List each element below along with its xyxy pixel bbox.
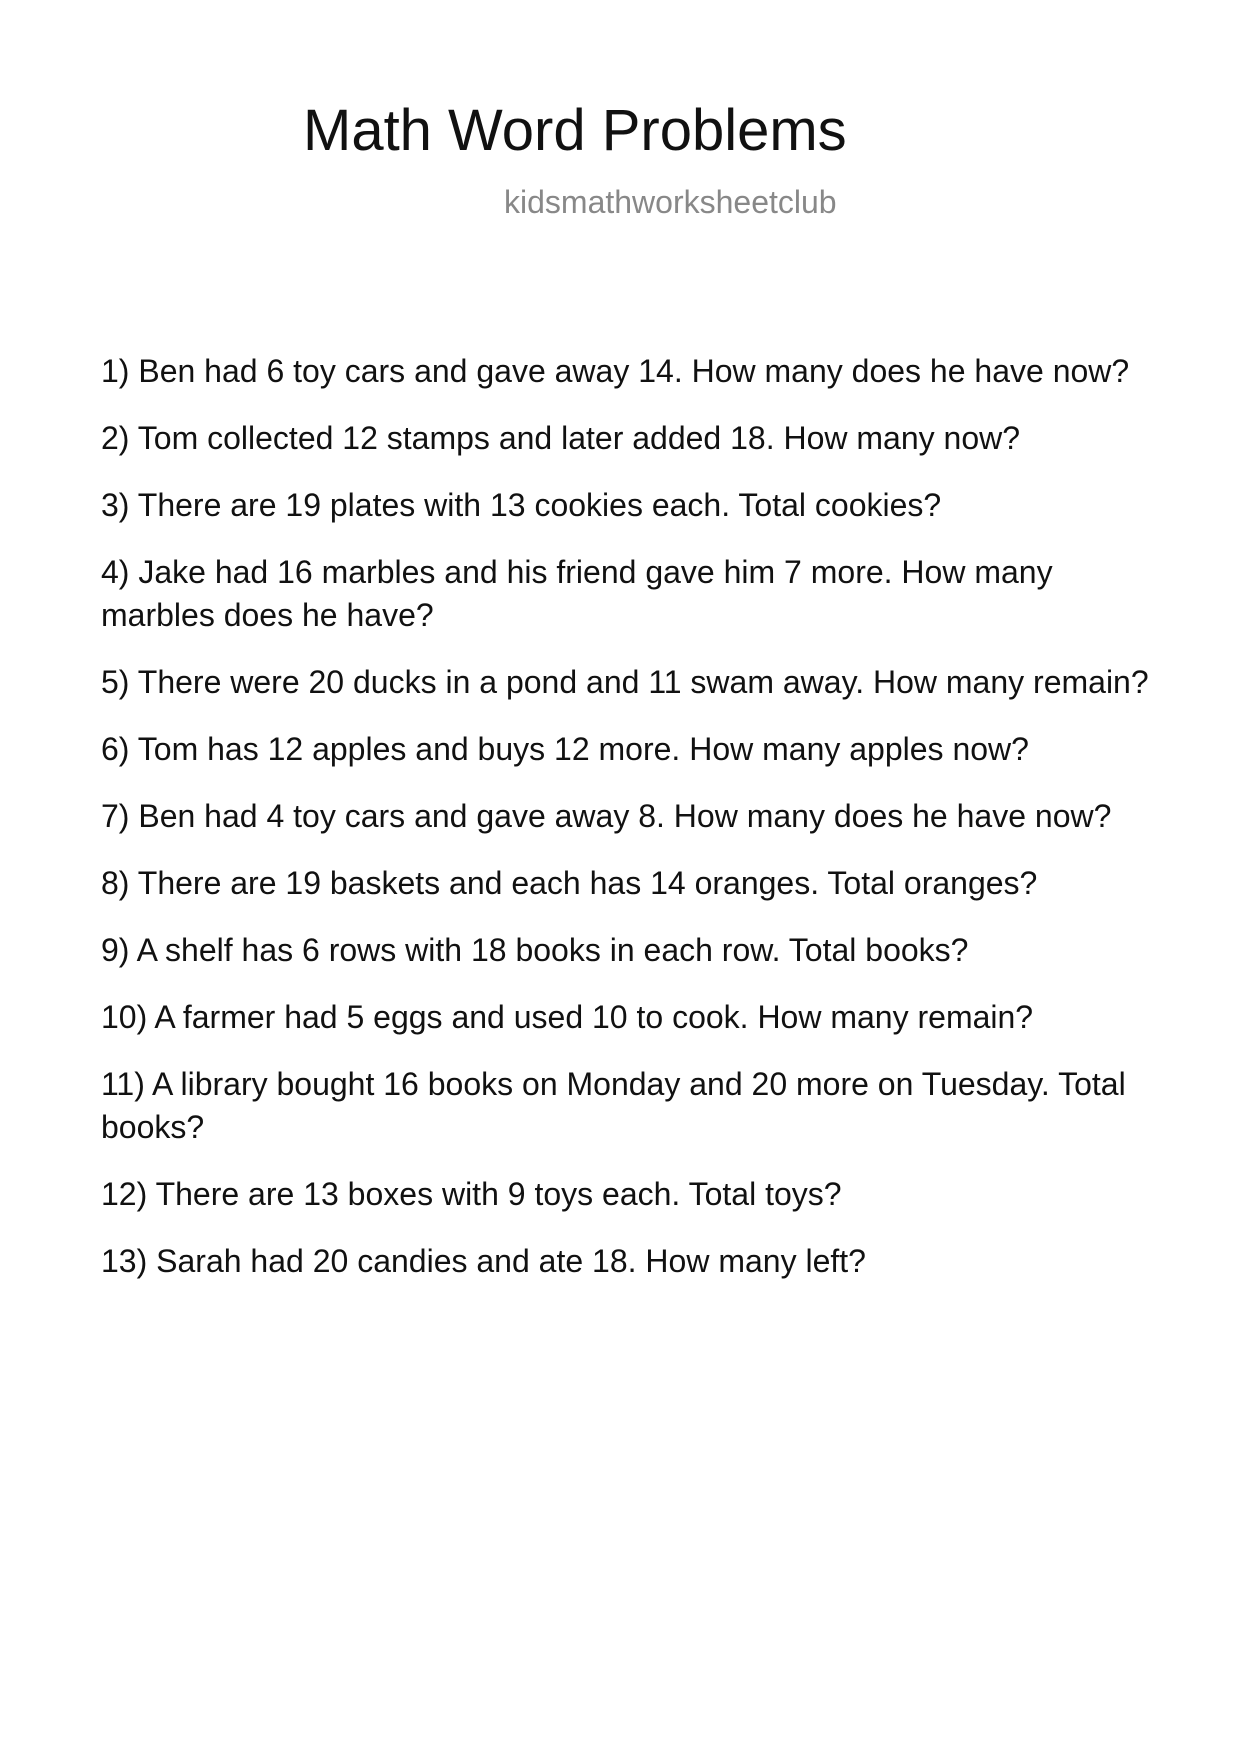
problem-item: 7) Ben had 4 toy cars and gave away 8. How many does he have now? bbox=[101, 798, 1112, 834]
problem-item: 5) There were 20 ducks in a pond and 11 swam away. How many remain? bbox=[101, 664, 1149, 700]
problem-item: 8) There are 19 baskets and each has 14 oranges. Total oranges? bbox=[101, 865, 1038, 901]
problem-item: 10) A farmer had 5 eggs and used 10 to cook. How many remain? bbox=[101, 999, 1034, 1035]
problem-item: 3) There are 19 plates with 13 cookies each. Total cookies? bbox=[101, 487, 942, 523]
problem-item: 12) There are 13 boxes with 9 toys each. Total toys? bbox=[101, 1176, 842, 1212]
page-subtitle: kidsmathworksheetclub bbox=[504, 184, 837, 220]
problem-item: 2) Tom collected 12 stamps and later added 18. How many now? bbox=[101, 420, 1021, 456]
problem-item: 9) A shelf has 6 rows with 18 books in each row. Total books? bbox=[101, 932, 969, 968]
problem-item: 4) Jake had 16 marbles and his friend gave him 7 more. How many marbles does he have? bbox=[101, 554, 1053, 633]
problem-list bbox=[101, 350, 1161, 1307]
problem-item: 1) Ben had 6 toy cars and gave away 14. How many does he have now? bbox=[101, 353, 1130, 389]
page-title: Math Word Problems bbox=[303, 98, 847, 163]
problem-item: 11) A library bought 16 books on Monday and 20 more on Tuesday. Total books? bbox=[101, 1066, 1126, 1145]
problem-item: 6) Tom has 12 apples and buys 12 more. How many apples now? bbox=[101, 731, 1029, 767]
problem-item: 13) Sarah had 20 candies and ate 18. How many left? bbox=[101, 1243, 866, 1279]
